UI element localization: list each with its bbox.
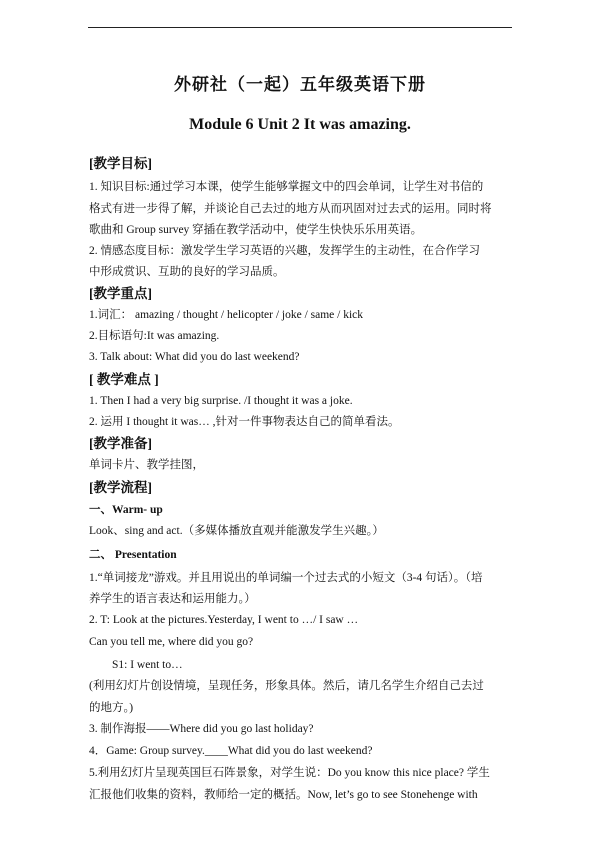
line-diff-2: 2. 运用 I thought it was… ,针对一件事物表达自己的简单看法。	[89, 416, 400, 428]
line-h-procedure: [教学流程]	[89, 480, 152, 495]
line-pres-3: 3. 制作海报——Where did you go last holiday?	[89, 723, 314, 735]
line-obj-2b: 中形成赏识、互助的良好的学习品质。	[89, 266, 285, 278]
header-rule	[88, 27, 512, 28]
line-key-2: 2.目标语句:It was amazing.	[89, 330, 220, 342]
line-key-3: 3. Talk about: What did you do last weekend?	[89, 351, 300, 363]
line-h-preparation: [教学准备]	[89, 436, 152, 451]
line-h-objectives: [教学目标]	[89, 156, 152, 171]
line-obj-1a: 1. 知识目标:通过学习本课，使学生能够掌握文中的四会单词，让学生对书信的	[89, 181, 484, 193]
line-prep-1: 单词卡片、教学挂图，	[89, 459, 204, 471]
line-h-difficulties: [ 教学难点 ]	[89, 372, 159, 387]
line-pres-5a: 5.利用幻灯片呈现英国巨石阵景象，对学生说：Do you know this nice place? 学生	[89, 767, 490, 779]
line-pres-2b: Can you tell me, where did you go?	[89, 636, 254, 648]
line-obj-1c: 歌曲和 Group survey 穿插在教学活动中，使学生快快乐乐用英语。	[89, 224, 423, 236]
line-key-1: 1.词汇： amazing / thought / helicopter / joke / same / kick	[89, 309, 364, 321]
line-step-1: 一、Warm- up	[89, 504, 163, 516]
line-pres-2d: (利用幻灯片创设情境，呈现任务，形象具体。然后，请几名学生介绍自己去过	[89, 680, 484, 692]
line-step-2: 二、 Presentation	[89, 549, 177, 561]
line-pres-2e: 的地方。)	[89, 702, 134, 714]
line-step-1a: Look、sing and act.（多媒体播放直观并能激发学生兴趣。）	[89, 525, 384, 537]
line-pres-1b: 养学生的语言表达和运用能力。）	[89, 593, 256, 605]
line-obj-1b: 格式有进一步得了解，并谈论自己去过的地方从而巩固对过去式的运用。同时将	[89, 203, 492, 215]
line-pres-2c: S1: I went to…	[112, 659, 183, 671]
document-subtitle: Module 6 Unit 2 It was amazing.	[189, 116, 411, 133]
line-pres-5b: 汇报他们收集的资料，教师给一定的概括。Now, let’s go to see Stonehenge with	[89, 789, 478, 801]
line-pres-4: 4．Game: Group survey.____What did you do last weekend?	[89, 745, 373, 757]
line-diff-1: 1. Then I had a very big surprise. /I thought it was a joke.	[89, 395, 353, 407]
line-h-key-points: [教学重点]	[89, 286, 152, 301]
line-pres-1a: 1.“单词接龙”游戏。并且用说出的单词编一个过去式的小短文（3-4 句话）。（培	[89, 572, 483, 584]
document-title: 外研社（一起）五年级英语下册	[174, 75, 426, 95]
line-pres-2a: 2. T: Look at the pictures.Yesterday, I went to …/ I saw …	[89, 614, 359, 626]
line-obj-2a: 2. 情感态度目标：激发学生学习英语的兴趣，发挥学生的主动性，在合作学习	[89, 245, 480, 257]
